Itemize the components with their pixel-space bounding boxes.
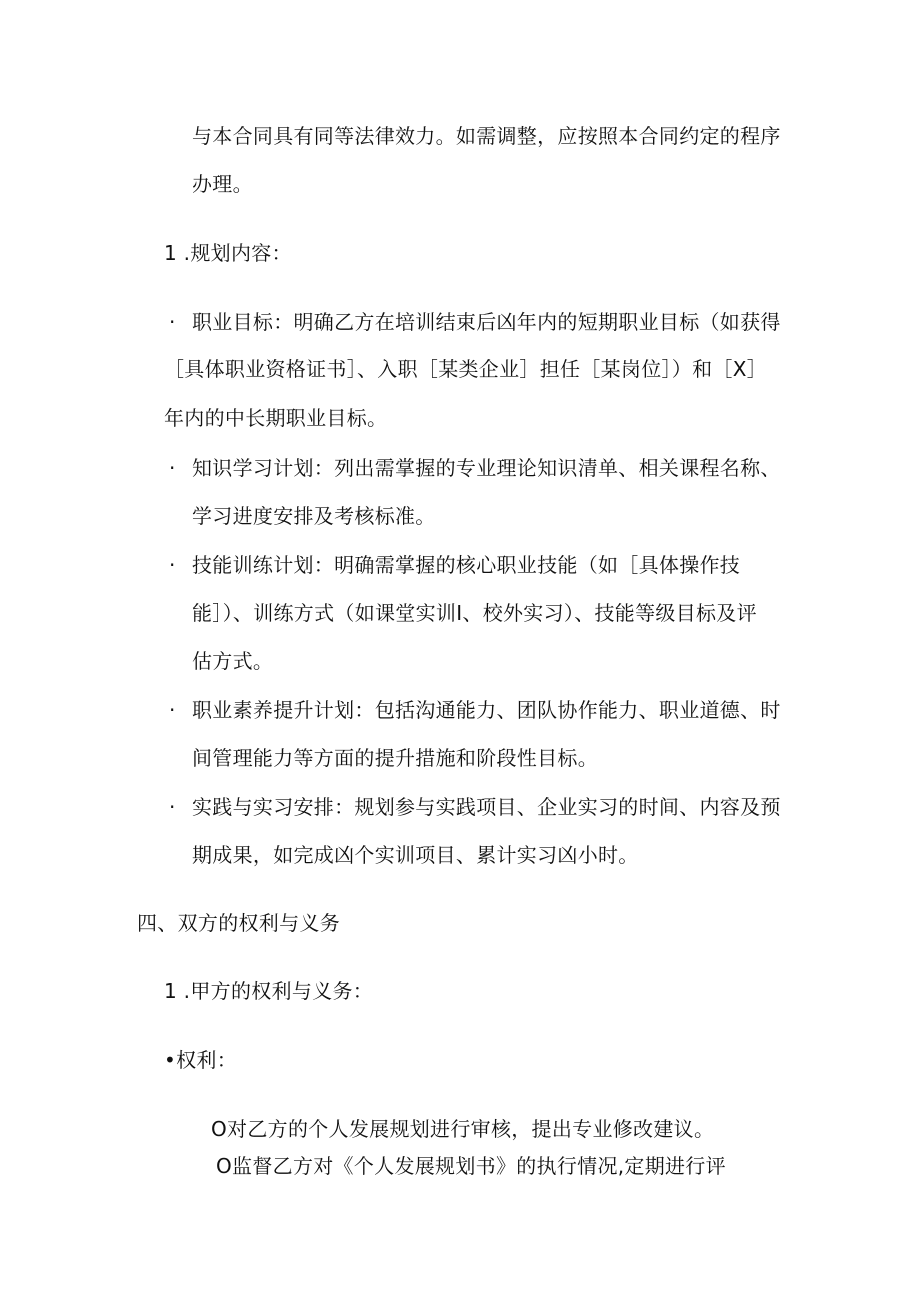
bullet-dot-icon: · [169,698,176,722]
bullet-dot-icon: · [169,795,176,819]
bullet-dot-icon: · [169,553,176,577]
list-item-practice-internship-line2: 期成果，如完成凶个实训项目、累计实习凶小时。 [192,843,639,867]
rights-item-review: O对乙方的个人发展规划进行审核，提出专业修改建议。 [211,1117,715,1141]
bullet-dot-icon: · [169,456,176,480]
list-item-career-goals-line2: ［具体职业资格证书］、入职［某类企业］担任［某岗位］）和［X］ [164,357,768,381]
list-item-career-goals: 职业目标：明确乙方在培训结束后凶年内的短期职业目标（如获得 [192,310,781,334]
bullet-dot-icon: · [169,310,176,334]
paragraph-continuation-line: 办理。 [192,172,253,196]
list-item-knowledge-plan: 知识学习计划：列出需掌握的专业理论知识清单、相关课程名称、 [192,456,781,480]
list-item-career-goals-line3: 年内的中长期职业目标。 [164,406,388,430]
subsection-heading-party-a: 1 .甲方的权利与义务： [164,979,374,1003]
list-item-practice-internship: 实践与实习安排：规划参与实践项目、企业实习的时间、内容及预 [192,795,781,819]
rights-label: •权利： [164,1048,237,1072]
paragraph-continuation-line: 与本合同具有同等法律效力。如需调整，应按照本合同约定的程序 [192,124,781,148]
list-item-skill-training-line3: 估方式。 [192,649,274,673]
list-item-knowledge-plan-line2: 学习进度安排及考核标准。 [192,504,436,528]
section-heading-rights-obligations: 四、双方的权利与义务 [137,911,340,935]
rights-item-supervise: O监督乙方对《个人发展规划书》的执行情况,定期进行评 [216,1154,726,1178]
list-item-skill-training: 技能训练计划：明确需掌握的核心职业技能（如［具体操作技 [192,553,741,577]
list-item-professional-quality: 职业素养提升计划：包括沟通能力、团队协作能力、职业道德、时 [192,698,781,722]
list-item-skill-training-line2: 能］）、训练方式（如课堂实训I、校外实习）、技能等级目标及评 [192,601,757,625]
section-heading-planning-content: 1 .规划内容： [164,241,292,265]
list-item-professional-quality-line2: 间管理能力等方面的提升措施和阶段性目标。 [192,746,598,770]
